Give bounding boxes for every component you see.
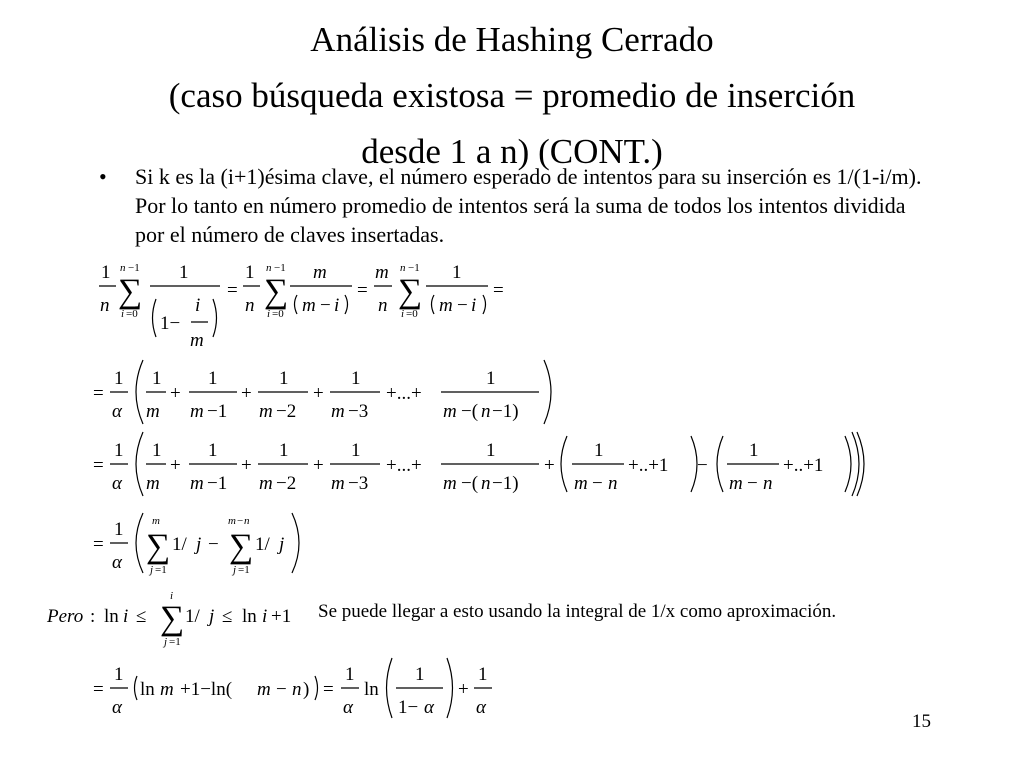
bullet-marker: • bbox=[99, 164, 107, 189]
svg-text:+: + bbox=[170, 383, 181, 404]
svg-text:i: i bbox=[123, 606, 129, 627]
svg-text:−1: −1 bbox=[274, 262, 286, 274]
svg-text:m: m bbox=[375, 262, 389, 283]
title-line-3: desde 1 a n) (CONT.) bbox=[361, 132, 663, 171]
svg-text:−: − bbox=[697, 455, 708, 476]
svg-text:−: − bbox=[320, 295, 331, 316]
svg-text:i: i bbox=[195, 295, 201, 316]
svg-text:=0: =0 bbox=[272, 308, 284, 320]
page-number: 15 bbox=[912, 711, 931, 732]
svg-text:α: α bbox=[424, 697, 434, 718]
svg-text:1: 1 bbox=[345, 664, 355, 685]
svg-text:m: m bbox=[439, 295, 453, 316]
svg-text:1: 1 bbox=[351, 440, 361, 461]
svg-text:m: m bbox=[331, 473, 345, 494]
svg-text:≤: ≤ bbox=[222, 606, 233, 627]
svg-text:1: 1 bbox=[452, 262, 462, 283]
svg-text:m: m bbox=[302, 295, 316, 316]
svg-text:=: = bbox=[93, 534, 104, 555]
svg-text:1: 1 bbox=[486, 368, 496, 389]
svg-text:−3: −3 bbox=[348, 401, 369, 422]
svg-text:∑: ∑ bbox=[229, 528, 254, 565]
svg-text:1: 1 bbox=[152, 440, 162, 461]
svg-text:m: m bbox=[190, 401, 204, 422]
svg-text:−2: −2 bbox=[276, 401, 297, 422]
svg-text:j: j bbox=[209, 606, 215, 627]
svg-text:m: m bbox=[574, 473, 588, 494]
svg-text:1/: 1/ bbox=[185, 606, 200, 627]
svg-text:m: m bbox=[228, 515, 236, 527]
svg-text:1: 1 bbox=[279, 440, 289, 461]
svg-text:i: i bbox=[121, 308, 125, 320]
svg-text:−1: −1 bbox=[207, 401, 228, 422]
svg-text:1/: 1/ bbox=[172, 534, 187, 555]
svg-text:+..+1: +..+1 bbox=[628, 455, 669, 476]
svg-text:α: α bbox=[343, 697, 353, 718]
svg-text:1/: 1/ bbox=[255, 534, 270, 555]
bullet-text: Si k es la (i+1)ésima clave, el número esperado de intentos para su inserción es 1/(1-i/m). Por lo tanto en número promedio de intentos será la suma de todos los intentos dividida por el número de claves insertadas. bbox=[135, 164, 922, 247]
svg-text:+...+: +...+ bbox=[386, 455, 422, 476]
svg-text:m: m bbox=[443, 401, 457, 422]
svg-text:−1): −1) bbox=[492, 473, 519, 494]
svg-text:∑: ∑ bbox=[160, 600, 185, 637]
svg-text:): ) bbox=[303, 679, 310, 700]
svg-text:−: − bbox=[276, 679, 287, 700]
svg-text:−: − bbox=[237, 515, 244, 527]
svg-text:1: 1 bbox=[478, 664, 488, 685]
svg-text:=0: =0 bbox=[126, 308, 138, 320]
svg-text:α: α bbox=[112, 401, 122, 422]
svg-text::: : bbox=[90, 606, 96, 627]
svg-text:α: α bbox=[112, 552, 122, 573]
svg-text:m: m bbox=[190, 473, 204, 494]
svg-text:=: = bbox=[93, 383, 104, 404]
svg-text:m: m bbox=[443, 473, 457, 494]
svg-text:i: i bbox=[334, 295, 340, 316]
svg-text:j: j bbox=[279, 534, 285, 555]
svg-text:+1: +1 bbox=[271, 606, 292, 627]
svg-text:=: = bbox=[227, 280, 238, 301]
svg-text:m: m bbox=[259, 401, 273, 422]
svg-text:=1: =1 bbox=[238, 564, 250, 576]
svg-text:1: 1 bbox=[415, 664, 425, 685]
svg-text:n: n bbox=[608, 473, 618, 494]
svg-text:1: 1 bbox=[114, 440, 124, 461]
svg-text:−(: −( bbox=[461, 401, 479, 422]
svg-text:−: − bbox=[747, 473, 758, 494]
svg-text:α: α bbox=[476, 697, 486, 718]
svg-text:1−: 1− bbox=[160, 313, 181, 334]
svg-text:m: m bbox=[257, 679, 271, 700]
svg-text:m: m bbox=[146, 473, 160, 494]
svg-text:∑: ∑ bbox=[398, 273, 423, 310]
svg-text:−(: −( bbox=[461, 473, 479, 494]
svg-text:1: 1 bbox=[114, 368, 124, 389]
svg-text:1: 1 bbox=[152, 368, 162, 389]
svg-text:−1: −1 bbox=[128, 262, 140, 274]
svg-text:+: + bbox=[544, 455, 555, 476]
svg-text:+..+1: +..+1 bbox=[783, 455, 824, 476]
svg-text:m: m bbox=[259, 473, 273, 494]
svg-text:1: 1 bbox=[114, 519, 124, 540]
svg-text:1: 1 bbox=[101, 262, 111, 283]
svg-text:j: j bbox=[164, 636, 168, 648]
svg-text:=: = bbox=[357, 280, 368, 301]
svg-text:+...+: +...+ bbox=[386, 383, 422, 404]
svg-text:n: n bbox=[266, 262, 272, 274]
svg-text:α: α bbox=[112, 473, 122, 494]
svg-text:1: 1 bbox=[749, 440, 759, 461]
svg-text:α: α bbox=[112, 697, 122, 718]
svg-text:ln: ln bbox=[242, 606, 257, 627]
svg-text:1−: 1− bbox=[398, 697, 419, 718]
svg-text:n: n bbox=[292, 679, 302, 700]
svg-text:+: + bbox=[313, 455, 324, 476]
svg-text:=: = bbox=[493, 280, 504, 301]
svg-text:n: n bbox=[245, 295, 255, 316]
svg-text:+: + bbox=[170, 455, 181, 476]
svg-text:1: 1 bbox=[208, 368, 218, 389]
svg-text:−1): −1) bbox=[492, 401, 519, 422]
svg-text:+: + bbox=[458, 679, 469, 700]
svg-text:n: n bbox=[763, 473, 773, 494]
svg-text:1: 1 bbox=[279, 368, 289, 389]
svg-text:≤: ≤ bbox=[136, 606, 147, 627]
svg-text:=: = bbox=[323, 679, 334, 700]
svg-text:+: + bbox=[241, 383, 252, 404]
svg-text:i: i bbox=[471, 295, 477, 316]
svg-text:m: m bbox=[313, 262, 327, 283]
svg-text:−3: −3 bbox=[348, 473, 369, 494]
svg-text:ln: ln bbox=[140, 679, 155, 700]
svg-text:−: − bbox=[592, 473, 603, 494]
svg-text:1: 1 bbox=[486, 440, 496, 461]
title-line-1: Análisis de Hashing Cerrado bbox=[310, 20, 714, 59]
svg-text:−1: −1 bbox=[207, 473, 228, 494]
svg-text:1: 1 bbox=[114, 664, 124, 685]
svg-text:m: m bbox=[729, 473, 743, 494]
svg-text:−: − bbox=[208, 534, 219, 555]
svg-text:n: n bbox=[481, 401, 491, 422]
svg-text:n: n bbox=[100, 295, 110, 316]
svg-text:n: n bbox=[244, 515, 250, 527]
approximation-note: Se puede llegar a esto usando la integral de 1/x como aproximación. bbox=[318, 601, 837, 622]
svg-text:=1: =1 bbox=[169, 636, 181, 648]
svg-text:n: n bbox=[120, 262, 126, 274]
svg-text:=: = bbox=[93, 455, 104, 476]
svg-text:Pero: Pero bbox=[47, 606, 84, 627]
svg-text:1: 1 bbox=[245, 262, 255, 283]
svg-text:=0: =0 bbox=[406, 308, 418, 320]
svg-text:i: i bbox=[170, 590, 174, 602]
svg-text:−: − bbox=[457, 295, 468, 316]
svg-text:m: m bbox=[146, 401, 160, 422]
svg-text:i: i bbox=[267, 308, 271, 320]
svg-text:+: + bbox=[313, 383, 324, 404]
svg-text:1: 1 bbox=[179, 262, 189, 283]
svg-text:n: n bbox=[481, 473, 491, 494]
svg-text:ln: ln bbox=[364, 679, 379, 700]
svg-text:m: m bbox=[190, 330, 204, 351]
title-line-2: (caso búsqueda existosa = promedio de inserción bbox=[168, 76, 856, 115]
svg-text:∑: ∑ bbox=[264, 273, 289, 310]
svg-text:−1: −1 bbox=[408, 262, 420, 274]
svg-text:m: m bbox=[331, 401, 345, 422]
svg-text:n: n bbox=[400, 262, 406, 274]
svg-text:=: = bbox=[93, 679, 104, 700]
svg-text:i: i bbox=[262, 606, 268, 627]
svg-text:j: j bbox=[196, 534, 202, 555]
svg-text:=1: =1 bbox=[155, 564, 167, 576]
svg-text:ln: ln bbox=[104, 606, 119, 627]
svg-text:∑: ∑ bbox=[118, 273, 143, 310]
svg-text:1: 1 bbox=[208, 440, 218, 461]
svg-text:i: i bbox=[401, 308, 405, 320]
svg-text:j: j bbox=[233, 564, 237, 576]
svg-text:n: n bbox=[378, 295, 388, 316]
svg-text:∑: ∑ bbox=[146, 528, 171, 565]
svg-text:1: 1 bbox=[351, 368, 361, 389]
svg-text:+1−ln(: +1−ln( bbox=[180, 679, 233, 700]
svg-text:1: 1 bbox=[594, 440, 604, 461]
svg-text:m: m bbox=[160, 679, 174, 700]
svg-text:−2: −2 bbox=[276, 473, 297, 494]
svg-text:j: j bbox=[150, 564, 154, 576]
svg-text:+: + bbox=[241, 455, 252, 476]
svg-text:m: m bbox=[152, 515, 160, 527]
